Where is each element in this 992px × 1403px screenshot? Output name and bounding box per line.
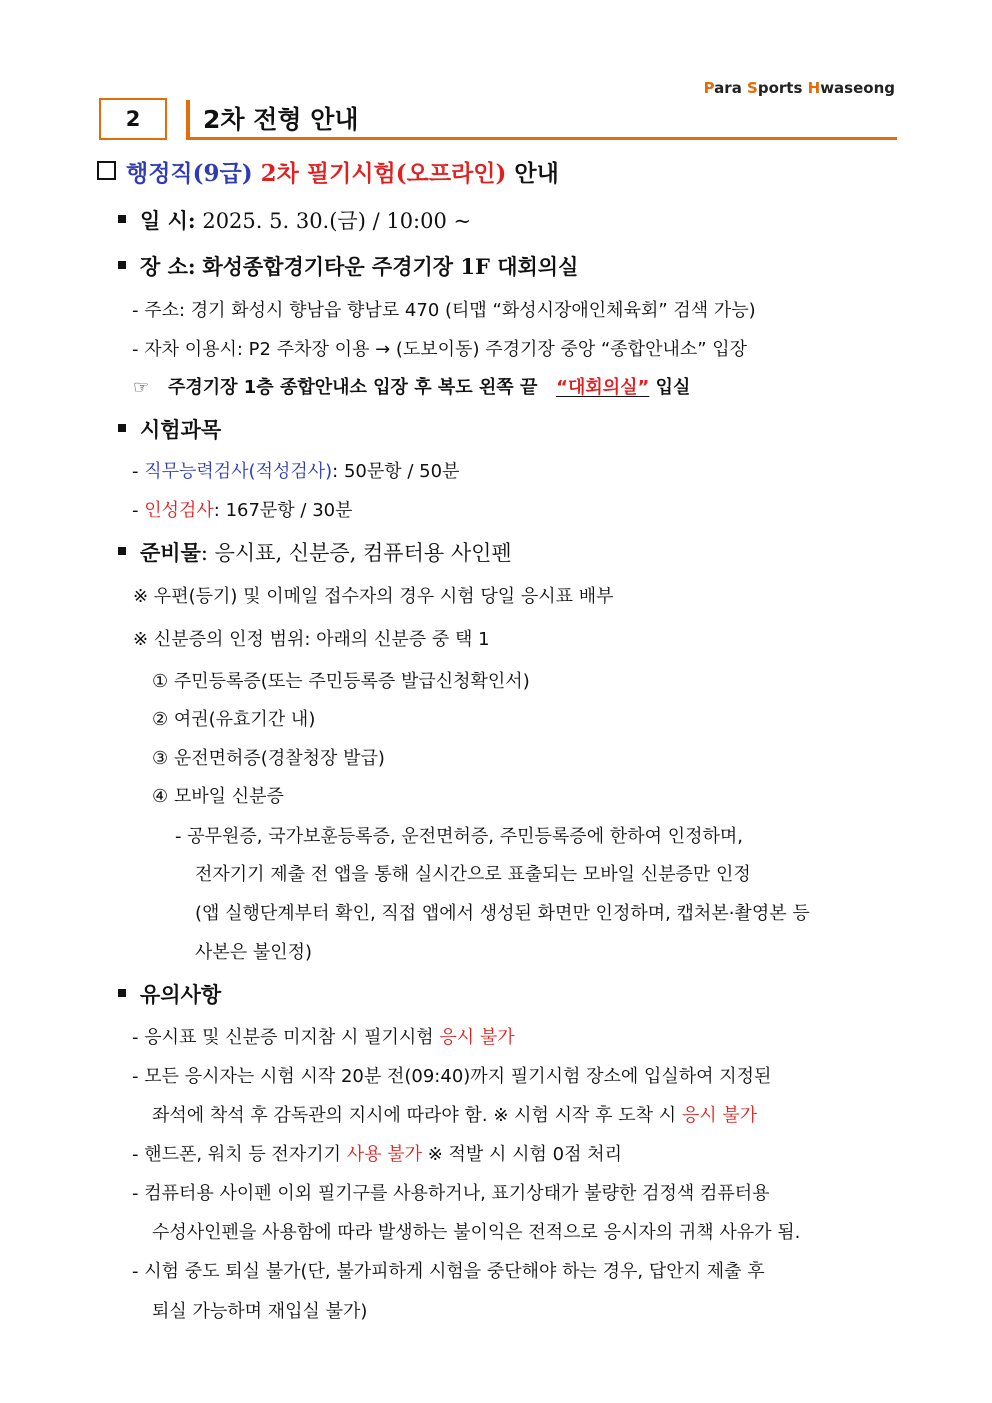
id-item: ③ 운전면허증(경찰청장 발급) <box>152 748 385 769</box>
bullet-icon <box>118 547 126 555</box>
section-bar <box>186 100 190 138</box>
caution-5: - 컴퓨터용 사이펜 이외 필기구를 사용하거나, 표기상태가 불량한 검정색 컴퓨터용 <box>132 1183 770 1204</box>
id-item: ② 여권(유효기간 내) <box>152 709 316 730</box>
caution-4: - 핸드폰, 워치 등 전자기기 사용 불가 ※ 적발 시 시험 0점 처리 <box>132 1144 622 1165</box>
brand-logo: Para Sports Hwaseong <box>703 79 895 97</box>
id-item: ④ 모바일 신분증 <box>152 786 284 807</box>
heading: 행정직(9급) 2차 필기시험(오프라인) 안내 <box>97 155 559 188</box>
prep-note-1: ※ 우편(등기) 및 이메일 접수자의 경우 시험 당일 응시표 배부 <box>133 586 614 607</box>
bullet-icon <box>118 989 126 997</box>
caution-8: 퇴실 가능하며 재입실 불가) <box>152 1301 368 1322</box>
venue-parking: - 자차 이용시: P2 주차장 이용 → (도보이동) 주경기장 중앙 “종합안내소” 입장 <box>132 339 748 360</box>
mobile-note-3: (앱 실행단계부터 확인, 직접 앱에서 생성된 화면만 인정하며, 캡처본·촬영본 등 <box>195 903 810 924</box>
bullet-icon <box>118 215 126 223</box>
bullet-icon <box>118 424 126 432</box>
schedule-row: 일 시: 2025. 5. 30.(금) / 10:00 ~ <box>118 205 471 235</box>
venue-address: - 주소: 경기 화성시 향남읍 향남로 470 (티맵 “화성시장애인체육회” 검색 가능) <box>132 300 756 321</box>
caution-3: 좌석에 착석 후 감독관의 지시에 따라야 함. ※ 시험 시작 후 도착 시 응시 불가 <box>152 1105 758 1126</box>
mobile-note-1: - 공무원증, 국가보훈등록증, 운전면허증, 주민등록증에 한하여 인정하며, <box>175 826 743 847</box>
caution-row: 유의사항 <box>118 979 221 1009</box>
id-item: ① 주민등록증(또는 주민등록증 발급신청확인서) <box>152 671 530 692</box>
prep-row: 준비물: 응시표, 신분증, 컴퓨터용 사인펜 <box>118 537 512 567</box>
section-number: 2 <box>99 98 167 140</box>
caution-2: - 모든 응시자는 시험 시작 20분 전(09:40)까지 필기시험 장소에 입실하여 지정된 <box>132 1066 772 1087</box>
venue-direction: ☞ 주경기장 1층 종합안내소 입장 후 복도 왼쪽 끝 “대회의실” 입실 <box>133 377 691 398</box>
checkbox-icon <box>97 161 116 180</box>
section-title: 2차 전형 안내 <box>203 105 359 134</box>
prep-note-2: ※ 신분증의 인정 범위: 아래의 신분증 중 택 1 <box>133 629 490 650</box>
section-underline <box>186 137 897 140</box>
caution-1: - 응시표 및 신분증 미지참 시 필기시험 응시 불가 <box>132 1027 515 1048</box>
caution-6: 수성사인펜을 사용함에 따라 발생하는 불이익은 전적으로 응시자의 귀책 사유가 됨. <box>152 1222 801 1243</box>
subject-personality: - 인성검사: 167문항 / 30분 <box>132 500 353 521</box>
pointing-hand-icon: ☞ <box>133 377 150 398</box>
venue-row: 장 소: 화성종합경기타운 주경기장 1F 대회의실 <box>118 251 578 281</box>
bullet-icon <box>118 261 126 269</box>
subjects-row: 시험과목 <box>118 414 221 444</box>
caution-7: - 시험 중도 퇴실 불가(단, 불가피하게 시험을 중단해야 하는 경우, 답안지 제출 후 <box>132 1261 765 1282</box>
subject-aptitude: - 직무능력검사(적성검사): 50문항 / 50분 <box>132 461 460 482</box>
mobile-note-2: 전자기기 제출 전 앱을 통해 실시간으로 표출되는 모바일 신분증만 인정 <box>195 864 751 885</box>
mobile-note-4: 사본은 불인정) <box>195 942 313 963</box>
